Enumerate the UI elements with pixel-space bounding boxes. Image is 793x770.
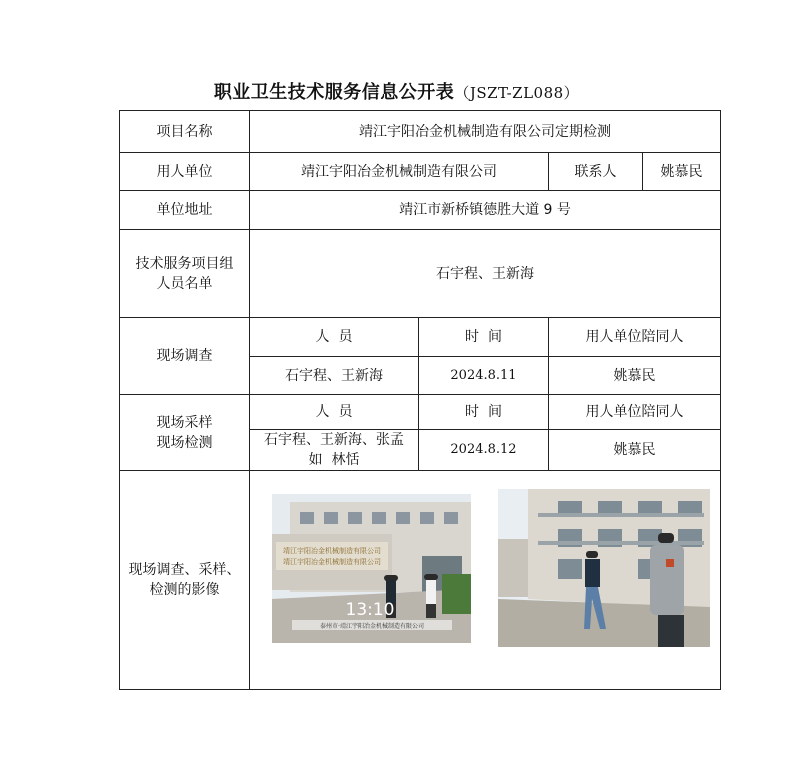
employer-value: 靖江宇阳冶金机械制造有限公司 (250, 153, 549, 191)
survey-col-time: 时 间 (419, 318, 549, 357)
photo-location: 泰州市·靖江宇阳冶金机械制造有限公司 (320, 623, 424, 630)
address-value: 靖江市新桥镇德胜大道 9 号 (250, 191, 721, 230)
images-cell (250, 471, 721, 690)
sampling-people-line1: 石宇程、王新海、张孟 (264, 432, 404, 448)
survey-time: 2024.8.11 (419, 357, 549, 395)
document-title (0, 78, 793, 104)
sampling-label-line1: 现场采样 (156, 414, 213, 431)
sampling-col-people: 人 员 (250, 395, 419, 430)
sampling-col-escort: 用人单位陪同人 (549, 395, 721, 430)
project-name-label: 项目名称 (120, 111, 250, 153)
images-label (120, 471, 250, 690)
survey-col-escort: 用人单位陪同人 (549, 318, 721, 357)
title-text: 职业卫生技术服务信息公开表 (213, 82, 455, 103)
team-value: 石宇程、王新海 (250, 230, 721, 318)
images-label-line2: 检测的影像 (149, 582, 220, 598)
survey-escort: 姚慕民 (549, 357, 721, 395)
team-label (120, 230, 250, 318)
row-employer (120, 153, 721, 191)
site-photo-entrance-image (272, 494, 471, 643)
survey-col-people: 人 员 (250, 318, 419, 357)
sampling-label-line2: 现场检测 (156, 434, 213, 451)
images-label-line1: 现场调查、采样、 (128, 562, 241, 578)
row-project-name (120, 111, 721, 153)
photo-area (250, 471, 720, 689)
project-name-value: 靖江宇阳冶金机械制造有限公司定期检测 (250, 111, 721, 153)
address-label: 单位地址 (120, 191, 250, 230)
entrance-sign-line2: 靖江宇阳冶金机械制造有限公司 (283, 558, 381, 566)
site-photo-walkway (498, 489, 710, 647)
form-code: （JSZT-ZL088） (454, 84, 580, 102)
site-photo-walkway-image (498, 489, 710, 647)
survey-label: 现场调查 (120, 318, 250, 395)
sampling-people (250, 430, 419, 471)
contact-value: 姚慕民 (643, 153, 721, 191)
row-address (120, 191, 721, 230)
row-team (120, 230, 721, 318)
sampling-label (120, 395, 250, 471)
survey-people: 石宇程、王新海 (250, 357, 419, 395)
row-sampling-header (120, 395, 721, 430)
entrance-sign-line1: 靖江宇阳冶金机械制造有限公司 (283, 547, 381, 555)
sampling-escort: 姚慕民 (549, 430, 721, 471)
sampling-time: 2024.8.12 (419, 430, 549, 471)
contact-label: 联系人 (549, 153, 643, 191)
team-label-line2: 人员名单 (156, 275, 213, 292)
row-images (120, 471, 721, 690)
row-survey-header (120, 318, 721, 357)
team-label-line1: 技术服务项目组 (135, 255, 234, 272)
site-photo-entrance (272, 494, 471, 643)
info-table (119, 110, 721, 690)
sampling-col-time: 时 间 (419, 395, 549, 430)
sampling-people-line2: 如 林恬 (308, 452, 360, 468)
photo-timestamp: 13:10 (345, 600, 395, 620)
employer-label: 用人单位 (120, 153, 250, 191)
